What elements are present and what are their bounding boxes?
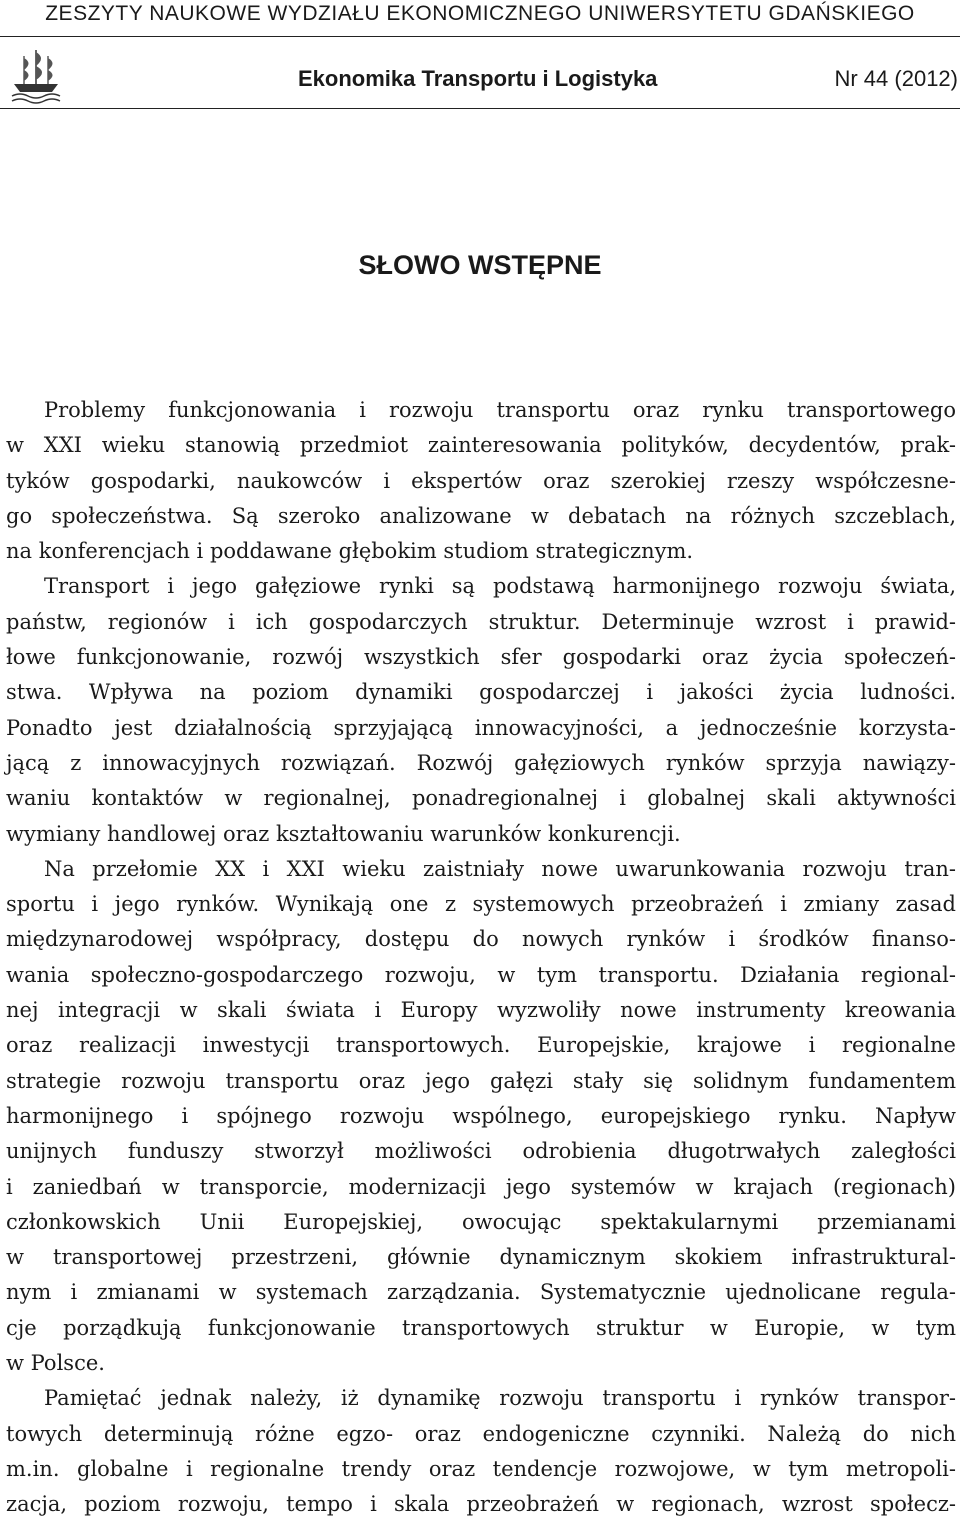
text-line: go społeczeństwa. Są szeroko analizowane w debatach na różnych szczeblach,: [6, 503, 956, 528]
text-line: harmonijnego i spójnego rozwoju wspólnego, europejskiego rynku. Napływ: [6, 1103, 956, 1128]
header-rule-top: [0, 36, 960, 37]
text-line: Problemy funkcjonowania i rozwoju transportu oraz rynku transportowego: [44, 398, 956, 422]
text-line: oraz realizacji inwestycji transportowych. Europejskie, krajowe i regionalne: [6, 1033, 956, 1058]
text-line: międzynarodowej współpracy, dostępu do nowych rynków i środków finanso-: [6, 927, 956, 952]
text-line: Transport i jego gałęziowe rynki są podstawą harmonijnego rozwoju świata,: [44, 574, 956, 599]
header-rule-bottom: [0, 108, 960, 109]
text-line: w Polsce.: [6, 1351, 105, 1376]
text-line: jącą z innowacyjnych rozwiązań. Rozwój gałęziowych rynków sprzyja nawiązy-: [6, 750, 956, 775]
ship-logo-icon: [6, 44, 66, 104]
text-line: strategie rozwoju transportu oraz jego gałęzi stały się solidnym fundamentem: [6, 1068, 956, 1093]
issue-number: Nr 44 (2012): [834, 66, 958, 91]
text-line: stwa. Wpływa na poziom dynamiki gospodarczej i jakości życia ludności.: [6, 680, 956, 705]
text-line: waniu kontaktów w regionalnej, ponadregionalnej i globalnej skali aktywności: [6, 786, 956, 811]
text-line: Pamiętać jednak należy, iż dynamikę rozwoju transportu i rynków transpor-: [44, 1386, 956, 1411]
text-line: w XXI wieku stanowią przedmiot zainteresowania polityków, decydentów, prak-: [6, 433, 956, 458]
text-line: cje porządkują funkcjonowanie transportowych struktur w Europie, w tym: [6, 1315, 956, 1340]
text-line: na konferencjach i poddawane głębokim studiom strategicznym.: [6, 539, 694, 564]
text-line: zacja, poziom rozwoju, tempo i skala przeobrażeń w regionach, wzrost społecz-: [6, 1492, 956, 1517]
series-title: ZESZYTY NAUKOWE WYDZIAŁU EKONOMICZNEGO UNIWERSYTETU GDAŃSKIEGO: [45, 2, 915, 25]
text-line: wania społeczno-gospodarczego rozwoju, w tym transportu. Działania regional-: [6, 962, 956, 987]
text-line: łowe funkcjonowanie, rozwój wszystkich sfer gospodarki oraz życia społeczeń-: [6, 645, 956, 670]
text-line: towych determinują różne egzo- oraz endogeniczne czynniki. Należą do nich: [6, 1421, 956, 1446]
text-line: państw, regionów i ich gospodarczych struktur. Determinuje wzrost i prawid-: [6, 609, 956, 634]
text-line: unijnych funduszy stworzył możliwości odrobienia długotrwałych zaległości: [6, 1139, 956, 1164]
text-line: i zaniedbań w transporcie, modernizacji jego systemów w krajach (regionach): [6, 1174, 956, 1199]
text-line: m.in. globalne i regionalne trendy oraz tendencje rozwojowe, w tym metropoli-: [6, 1456, 956, 1481]
text-line: tyków gospodarki, naukowców i ekspertów oraz szerokiej rzeszy współczesne-: [6, 468, 956, 493]
body-text: [6, 393, 956, 1523]
journal-name: Ekonomika Transportu i Logistyka: [298, 66, 658, 91]
text-line: w transportowej przestrzeni, głównie dynamicznym skokiem infrastruktural-: [6, 1245, 956, 1270]
text-line: wymiany handlowej oraz kształtowaniu warunków konkurencji.: [6, 821, 681, 846]
text-line: członkowskich Unii Europejskiej, owocując spektakularnymi przemianami: [6, 1209, 956, 1234]
text-line: nym i zmianami w systemach zarządzania. Systematycznie ujednolicane regula-: [6, 1280, 956, 1305]
text-line: sportu i jego rynków. Wynikają one z systemowych przeobrażeń i zmiany zasad: [6, 892, 956, 917]
page-title: SŁOWO WSTĘPNE: [358, 250, 602, 280]
text-line: Na przełomie XX i XXI wieku zaistniały nowe uwarunkowania rozwoju tran-: [44, 856, 956, 881]
text-line: Ponadto jest działalnością sprzyjającą innowacyjności, a jednocześnie korzysta-: [6, 715, 956, 740]
text-line: nej integracji w skali świata i Europy wyzwoliły nowe instrumenty kreowania: [6, 998, 956, 1023]
